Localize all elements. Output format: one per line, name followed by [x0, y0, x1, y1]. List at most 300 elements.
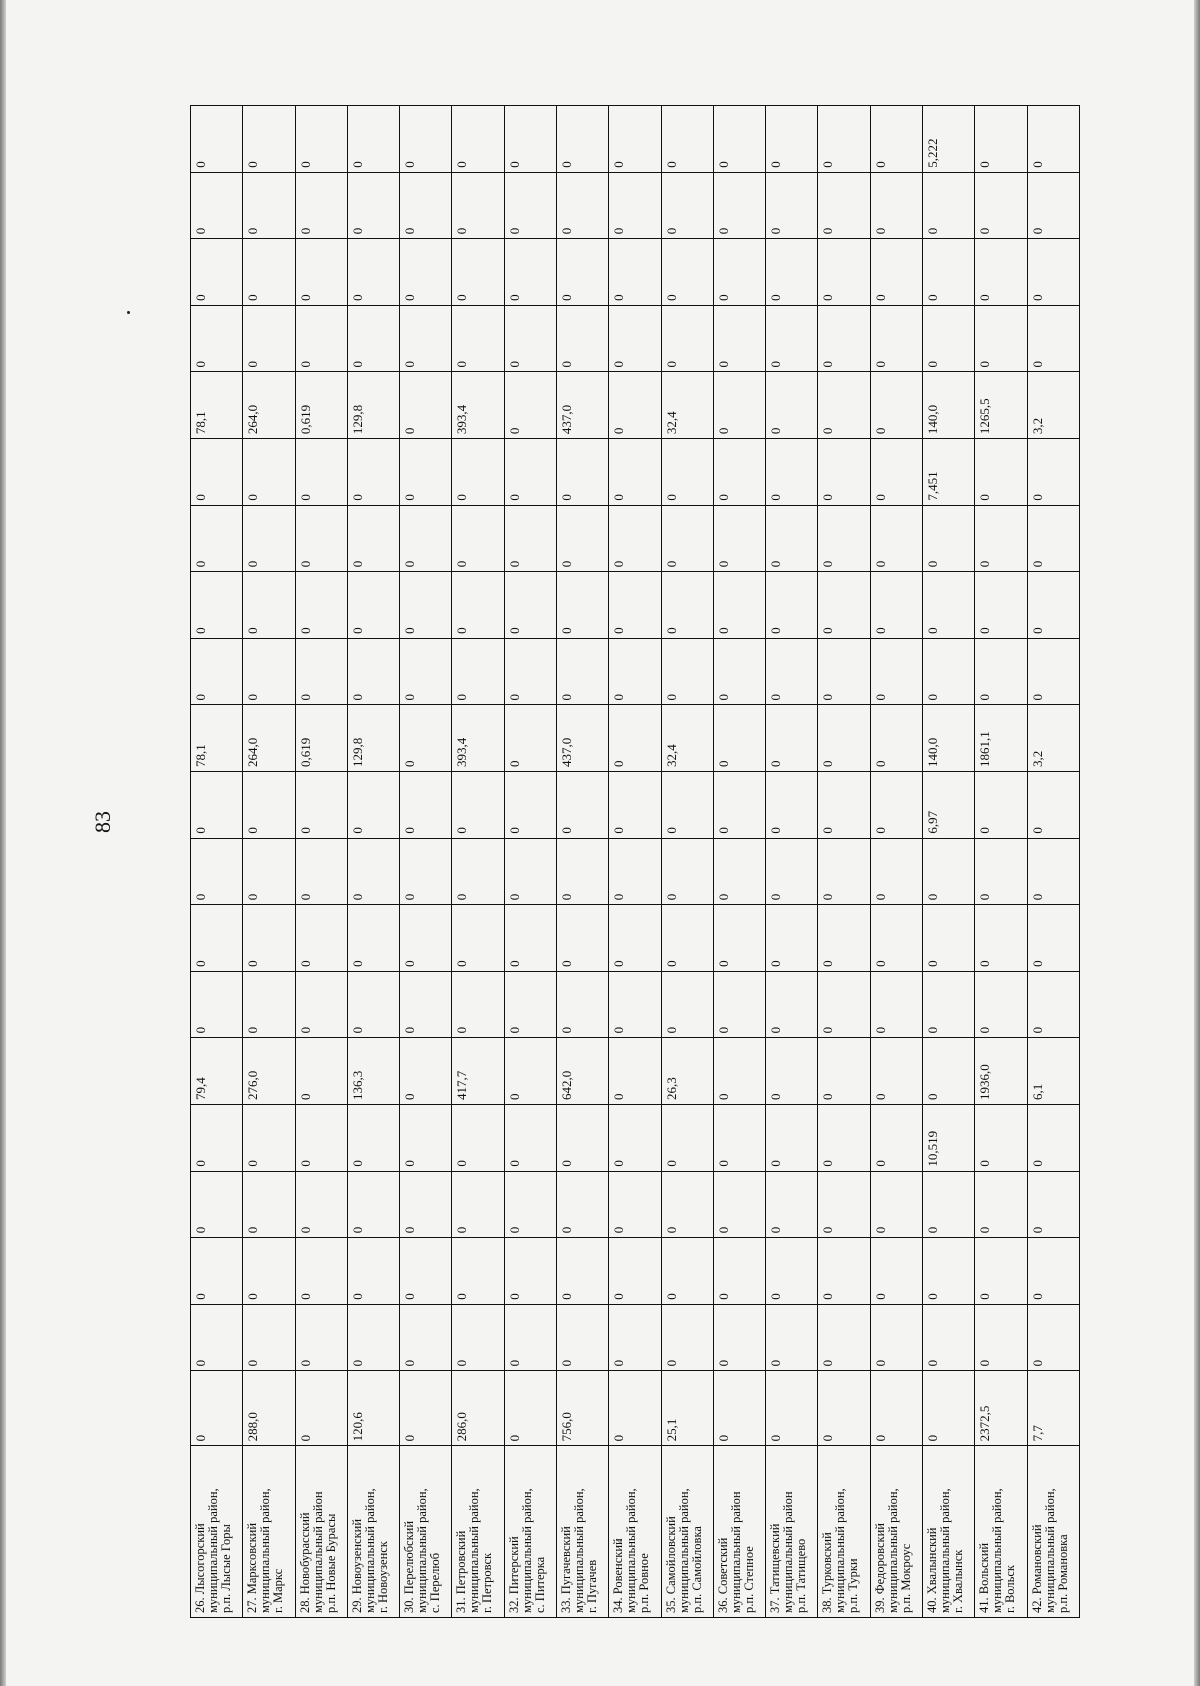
- value-cell: 10,519: [922, 1105, 974, 1172]
- value-cell: 0: [818, 505, 870, 572]
- value-cell: 0: [766, 705, 818, 772]
- value-cell: 0: [661, 772, 713, 839]
- data-table-container: [190, 105, 1080, 1618]
- value-cell: 0: [870, 1105, 922, 1172]
- table-row: [609, 106, 661, 1618]
- value-cell: 0: [400, 372, 452, 439]
- value-cell: 0: [870, 1304, 922, 1371]
- value-cell: 0: [347, 106, 399, 173]
- value-cell: 0: [766, 572, 818, 639]
- value-cell: 0: [243, 905, 295, 972]
- value-cell: 6,1: [1027, 1038, 1080, 1105]
- value-cell: 0: [243, 239, 295, 306]
- value-cell: 0: [922, 1371, 974, 1446]
- value-cell: 0: [975, 505, 1027, 572]
- value-cell: 0: [452, 239, 504, 306]
- value-cell: 0: [975, 638, 1027, 705]
- value-cell: 0: [818, 572, 870, 639]
- value-cell: 78,1: [191, 372, 243, 439]
- value-cell: 1265,5: [975, 372, 1027, 439]
- value-cell: 0: [347, 172, 399, 239]
- value-cell: 0: [400, 1238, 452, 1305]
- municipality-name-cell: 37. Татищевский муниципальный район р.п. Татищево: [766, 1446, 818, 1618]
- value-cell: 0: [870, 372, 922, 439]
- value-cell: 0: [504, 572, 556, 639]
- value-cell: 0: [295, 305, 347, 372]
- value-cell: 264,0: [243, 705, 295, 772]
- value-cell: 0: [661, 439, 713, 506]
- value-cell: 0: [347, 1304, 399, 1371]
- value-cell: 0: [295, 572, 347, 639]
- value-cell: 0: [713, 372, 765, 439]
- municipality-name-cell: 36. Советский муниципальный район р.п. Степное: [713, 1446, 765, 1618]
- municipality-name-cell: 32. Питерский муниципальный район, с. Питерка: [504, 1446, 556, 1618]
- value-cell: 0: [452, 638, 504, 705]
- value-cell: 0: [713, 705, 765, 772]
- value-cell: 0: [400, 1304, 452, 1371]
- value-cell: 0: [556, 505, 608, 572]
- value-cell: 0: [766, 905, 818, 972]
- value-cell: 0: [400, 1105, 452, 1172]
- value-cell: 0: [713, 905, 765, 972]
- value-cell: 0: [713, 971, 765, 1038]
- value-cell: 0: [818, 239, 870, 306]
- value-cell: 0: [661, 1171, 713, 1238]
- table-row: [870, 106, 922, 1618]
- value-cell: 0: [818, 439, 870, 506]
- value-cell: 0: [609, 705, 661, 772]
- table-row: [347, 106, 399, 1618]
- value-cell: 0: [400, 505, 452, 572]
- value-cell: 0: [504, 772, 556, 839]
- value-cell: 0: [504, 1304, 556, 1371]
- value-cell: 0: [870, 638, 922, 705]
- value-cell: 437,0: [556, 705, 608, 772]
- value-cell: 0: [922, 1171, 974, 1238]
- value-cell: 0: [400, 572, 452, 639]
- value-cell: 0: [661, 1238, 713, 1305]
- value-cell: 0: [766, 172, 818, 239]
- municipality-name-cell: 42. Романовский муниципальный район, р.п. Романовка: [1027, 1446, 1080, 1618]
- value-cell: 0: [766, 305, 818, 372]
- value-cell: 0: [504, 905, 556, 972]
- value-cell: 0: [713, 1238, 765, 1305]
- value-cell: 0: [922, 572, 974, 639]
- value-cell: 0: [556, 905, 608, 972]
- table-row: [975, 106, 1027, 1618]
- value-cell: 0: [295, 638, 347, 705]
- value-cell: 0: [818, 638, 870, 705]
- value-cell: 0: [766, 1038, 818, 1105]
- value-cell: 0: [609, 239, 661, 306]
- value-cell: 0: [975, 905, 1027, 972]
- value-cell: 0: [191, 106, 243, 173]
- value-cell: 0: [556, 638, 608, 705]
- value-cell: 0: [975, 106, 1027, 173]
- value-cell: 0: [818, 1304, 870, 1371]
- table-row: [504, 106, 556, 1618]
- value-cell: 0: [191, 439, 243, 506]
- value-cell: 3,2: [1027, 705, 1080, 772]
- value-cell: 0: [452, 1171, 504, 1238]
- value-cell: 0: [713, 505, 765, 572]
- value-cell: 0: [818, 106, 870, 173]
- value-cell: 0: [766, 1105, 818, 1172]
- value-cell: 0: [295, 106, 347, 173]
- value-cell: 0: [191, 572, 243, 639]
- value-cell: 0: [1027, 1105, 1080, 1172]
- value-cell: 0: [191, 1238, 243, 1305]
- value-cell: 26,3: [661, 1038, 713, 1105]
- value-cell: 0: [818, 1105, 870, 1172]
- value-cell: 0: [504, 971, 556, 1038]
- value-cell: 0: [661, 638, 713, 705]
- value-cell: 0: [1027, 1171, 1080, 1238]
- value-cell: 0: [347, 905, 399, 972]
- value-cell: 0: [1027, 1304, 1080, 1371]
- value-cell: 0: [818, 1038, 870, 1105]
- value-cell: 0: [766, 372, 818, 439]
- value-cell: 0: [191, 505, 243, 572]
- value-cell: 2372,5: [975, 1371, 1027, 1446]
- value-cell: 0: [452, 172, 504, 239]
- value-cell: 0: [713, 572, 765, 639]
- value-cell: 129,8: [347, 705, 399, 772]
- value-cell: 0: [766, 1304, 818, 1371]
- value-cell: 0: [661, 905, 713, 972]
- value-cell: 0: [400, 838, 452, 905]
- page-number: 83: [90, 811, 115, 833]
- value-cell: 0: [870, 971, 922, 1038]
- value-cell: 0: [922, 1238, 974, 1305]
- value-cell: 0: [609, 305, 661, 372]
- municipality-name-cell: 28. Новобурасский муниципальный район р.п. Новые Бурасы: [295, 1446, 347, 1618]
- value-cell: 0: [922, 239, 974, 306]
- value-cell: 0: [191, 172, 243, 239]
- value-cell: 129,8: [347, 372, 399, 439]
- value-cell: 120,6: [347, 1371, 399, 1446]
- value-cell: 0: [347, 239, 399, 306]
- table-row: [400, 106, 452, 1618]
- value-cell: 0: [452, 838, 504, 905]
- value-cell: 0: [347, 439, 399, 506]
- value-cell: 79,4: [191, 1038, 243, 1105]
- value-cell: 0: [870, 1171, 922, 1238]
- value-cell: 0: [609, 1038, 661, 1105]
- value-cell: 0: [922, 305, 974, 372]
- value-cell: 0: [661, 305, 713, 372]
- value-cell: 0: [766, 971, 818, 1038]
- value-cell: 0: [191, 1304, 243, 1371]
- value-cell: 0: [661, 971, 713, 1038]
- value-cell: 0: [713, 1038, 765, 1105]
- value-cell: 0: [243, 572, 295, 639]
- value-cell: 0: [975, 239, 1027, 306]
- municipality-name-cell: 26. Лысогорский муниципальный район, р.п. Лысые Горы: [191, 1446, 243, 1618]
- value-cell: 0: [191, 971, 243, 1038]
- value-cell: 136,3: [347, 1038, 399, 1105]
- value-cell: 0: [347, 305, 399, 372]
- value-cell: 0: [504, 172, 556, 239]
- value-cell: 0: [766, 1171, 818, 1238]
- value-cell: 0: [295, 1105, 347, 1172]
- table-row: [922, 106, 974, 1618]
- value-cell: 0: [295, 1238, 347, 1305]
- value-cell: 0: [766, 505, 818, 572]
- value-cell: 0: [191, 1105, 243, 1172]
- value-cell: 0: [504, 1105, 556, 1172]
- value-cell: 0: [975, 572, 1027, 639]
- value-cell: 0: [400, 905, 452, 972]
- value-cell: 0: [766, 106, 818, 173]
- value-cell: 0: [295, 1304, 347, 1371]
- value-cell: 0: [1027, 971, 1080, 1038]
- value-cell: 0: [504, 705, 556, 772]
- value-cell: 0: [975, 172, 1027, 239]
- value-cell: 0: [400, 772, 452, 839]
- value-cell: 0: [504, 239, 556, 306]
- value-cell: 0: [766, 838, 818, 905]
- value-cell: 0: [661, 239, 713, 306]
- value-cell: 0: [870, 305, 922, 372]
- value-cell: 0,619: [295, 705, 347, 772]
- value-cell: 0: [295, 172, 347, 239]
- value-cell: 0,619: [295, 372, 347, 439]
- value-cell: 0: [452, 971, 504, 1038]
- value-cell: 0: [661, 172, 713, 239]
- value-cell: 0: [243, 772, 295, 839]
- value-cell: 0: [975, 1238, 1027, 1305]
- data-table: [190, 105, 1080, 1618]
- value-cell: 0: [609, 1238, 661, 1305]
- value-cell: 0: [452, 1304, 504, 1371]
- municipality-name-cell: 38. Турковский муниципальный район, р.п. Турки: [818, 1446, 870, 1618]
- value-cell: 0: [766, 1238, 818, 1305]
- value-cell: 0: [766, 239, 818, 306]
- value-cell: 0: [713, 772, 765, 839]
- value-cell: 0: [818, 705, 870, 772]
- table-body: [191, 106, 1080, 1618]
- value-cell: 0: [556, 971, 608, 1038]
- table-row: [191, 106, 243, 1618]
- value-cell: 6,97: [922, 772, 974, 839]
- value-cell: 0: [400, 638, 452, 705]
- value-cell: 0: [452, 772, 504, 839]
- value-cell: 0: [1027, 439, 1080, 506]
- value-cell: 0: [504, 372, 556, 439]
- value-cell: 0: [870, 106, 922, 173]
- value-cell: 0: [1027, 106, 1080, 173]
- value-cell: 0: [295, 1038, 347, 1105]
- value-cell: 0: [870, 239, 922, 306]
- value-cell: 756,0: [556, 1371, 608, 1446]
- value-cell: 393,4: [452, 372, 504, 439]
- value-cell: 32,4: [661, 705, 713, 772]
- value-cell: 0: [713, 1105, 765, 1172]
- scan-edge-left: [0, 0, 6, 1686]
- value-cell: 0: [191, 838, 243, 905]
- value-cell: 0: [295, 439, 347, 506]
- value-cell: 0: [504, 439, 556, 506]
- value-cell: 0: [818, 1171, 870, 1238]
- value-cell: 0: [870, 1371, 922, 1446]
- value-cell: 3,2: [1027, 372, 1080, 439]
- value-cell: 0: [347, 572, 399, 639]
- value-cell: 1861,1: [975, 705, 1027, 772]
- value-cell: 0: [504, 305, 556, 372]
- value-cell: 0: [452, 505, 504, 572]
- value-cell: 0: [870, 772, 922, 839]
- table-row: [452, 106, 504, 1618]
- value-cell: 0: [609, 838, 661, 905]
- value-cell: 0: [556, 1171, 608, 1238]
- value-cell: 7,7: [1027, 1371, 1080, 1446]
- value-cell: 0: [975, 305, 1027, 372]
- value-cell: 0: [243, 172, 295, 239]
- municipality-name-cell: 39. Федоровский муниципальный район, р.п. Мокроус: [870, 1446, 922, 1618]
- value-cell: 0: [556, 838, 608, 905]
- value-cell: 0: [609, 772, 661, 839]
- value-cell: 0: [609, 971, 661, 1038]
- value-cell: 0: [243, 971, 295, 1038]
- value-cell: 0: [609, 106, 661, 173]
- value-cell: 0: [243, 106, 295, 173]
- value-cell: 0: [243, 1105, 295, 1172]
- value-cell: 0: [922, 905, 974, 972]
- value-cell: 0: [661, 106, 713, 173]
- value-cell: 0: [609, 172, 661, 239]
- municipality-name-cell: 41. Вольский муниципальный район, г. Вольск: [975, 1446, 1027, 1618]
- value-cell: 0: [400, 439, 452, 506]
- value-cell: 0: [609, 1371, 661, 1446]
- value-cell: 0: [609, 638, 661, 705]
- value-cell: 0: [818, 172, 870, 239]
- value-cell: 0: [609, 1171, 661, 1238]
- value-cell: 5,222: [922, 106, 974, 173]
- value-cell: 0: [504, 505, 556, 572]
- value-cell: 0: [1027, 505, 1080, 572]
- value-cell: 0: [818, 905, 870, 972]
- value-cell: 0: [609, 372, 661, 439]
- value-cell: 0: [870, 505, 922, 572]
- value-cell: 0: [191, 772, 243, 839]
- value-cell: 0: [400, 1371, 452, 1446]
- value-cell: 0: [191, 1371, 243, 1446]
- value-cell: 437,0: [556, 372, 608, 439]
- municipality-name-cell: 29. Новоузенский муниципальный район, г. Новоузенск: [347, 1446, 399, 1618]
- value-cell: 0: [452, 305, 504, 372]
- value-cell: 25,1: [661, 1371, 713, 1446]
- value-cell: 0: [870, 439, 922, 506]
- value-cell: 0: [766, 439, 818, 506]
- municipality-name-cell: 35. Самойловский муниципальный район, р.п. Самойловка: [661, 1446, 713, 1618]
- value-cell: 0: [452, 106, 504, 173]
- value-cell: 0: [295, 971, 347, 1038]
- table-row: [661, 106, 713, 1618]
- value-cell: 0: [922, 172, 974, 239]
- value-cell: 0: [556, 439, 608, 506]
- value-cell: 0: [347, 638, 399, 705]
- value-cell: 0: [609, 1304, 661, 1371]
- value-cell: 417,7: [452, 1038, 504, 1105]
- value-cell: 0: [713, 305, 765, 372]
- value-cell: 0: [766, 1371, 818, 1446]
- value-cell: 0: [400, 305, 452, 372]
- value-cell: 0: [452, 572, 504, 639]
- value-cell: 0: [556, 1105, 608, 1172]
- value-cell: 0: [975, 1105, 1027, 1172]
- value-cell: 0: [713, 638, 765, 705]
- value-cell: 0: [347, 1171, 399, 1238]
- value-cell: 78,1: [191, 705, 243, 772]
- value-cell: 0: [1027, 838, 1080, 905]
- value-cell: 0: [975, 971, 1027, 1038]
- value-cell: 0: [243, 505, 295, 572]
- value-cell: 0: [504, 1238, 556, 1305]
- value-cell: 0: [295, 239, 347, 306]
- value-cell: 32,4: [661, 372, 713, 439]
- value-cell: 0: [347, 1105, 399, 1172]
- value-cell: 0: [347, 1238, 399, 1305]
- value-cell: 0: [975, 439, 1027, 506]
- value-cell: 0: [1027, 772, 1080, 839]
- value-cell: 0: [1027, 905, 1080, 972]
- value-cell: 0: [609, 505, 661, 572]
- value-cell: 0: [870, 705, 922, 772]
- value-cell: 0: [713, 838, 765, 905]
- value-cell: 0: [609, 905, 661, 972]
- value-cell: 0: [609, 1105, 661, 1172]
- value-cell: 0: [713, 239, 765, 306]
- value-cell: 0: [713, 1371, 765, 1446]
- municipality-name-cell: 40. Хвалынский муниципальный район, г. Хвалынск: [922, 1446, 974, 1618]
- value-cell: 0: [870, 838, 922, 905]
- table-row: [766, 106, 818, 1618]
- value-cell: 0: [870, 172, 922, 239]
- value-cell: 642,0: [556, 1038, 608, 1105]
- value-cell: 0: [870, 572, 922, 639]
- value-cell: 0: [713, 439, 765, 506]
- municipality-name-cell: 31. Петровский муниципальный район, г. Петровск: [452, 1446, 504, 1618]
- municipality-name-cell: 30. Перелюбский муниципальный район, с. Перелюб: [400, 1446, 452, 1618]
- value-cell: 0: [452, 905, 504, 972]
- value-cell: 0: [609, 439, 661, 506]
- value-cell: 0: [556, 239, 608, 306]
- table-row: [556, 106, 608, 1618]
- municipality-name-cell: 33. Пугачевский муниципальный район, г. Пугачев: [556, 1446, 608, 1618]
- value-cell: 0: [191, 1171, 243, 1238]
- value-cell: 0: [661, 572, 713, 639]
- value-cell: 0: [400, 239, 452, 306]
- value-cell: 0: [713, 106, 765, 173]
- value-cell: 0: [1027, 305, 1080, 372]
- value-cell: 0: [818, 838, 870, 905]
- value-cell: 0: [922, 1304, 974, 1371]
- value-cell: 0: [295, 505, 347, 572]
- value-cell: 0: [504, 1371, 556, 1446]
- value-cell: 140,0: [922, 372, 974, 439]
- value-cell: 0: [347, 838, 399, 905]
- value-cell: 0: [243, 305, 295, 372]
- value-cell: 0: [922, 838, 974, 905]
- value-cell: 264,0: [243, 372, 295, 439]
- value-cell: 0: [818, 305, 870, 372]
- value-cell: 0: [870, 1038, 922, 1105]
- value-cell: 0: [295, 838, 347, 905]
- value-cell: 140,0: [922, 705, 974, 772]
- table-row: [713, 106, 765, 1618]
- value-cell: 0: [556, 572, 608, 639]
